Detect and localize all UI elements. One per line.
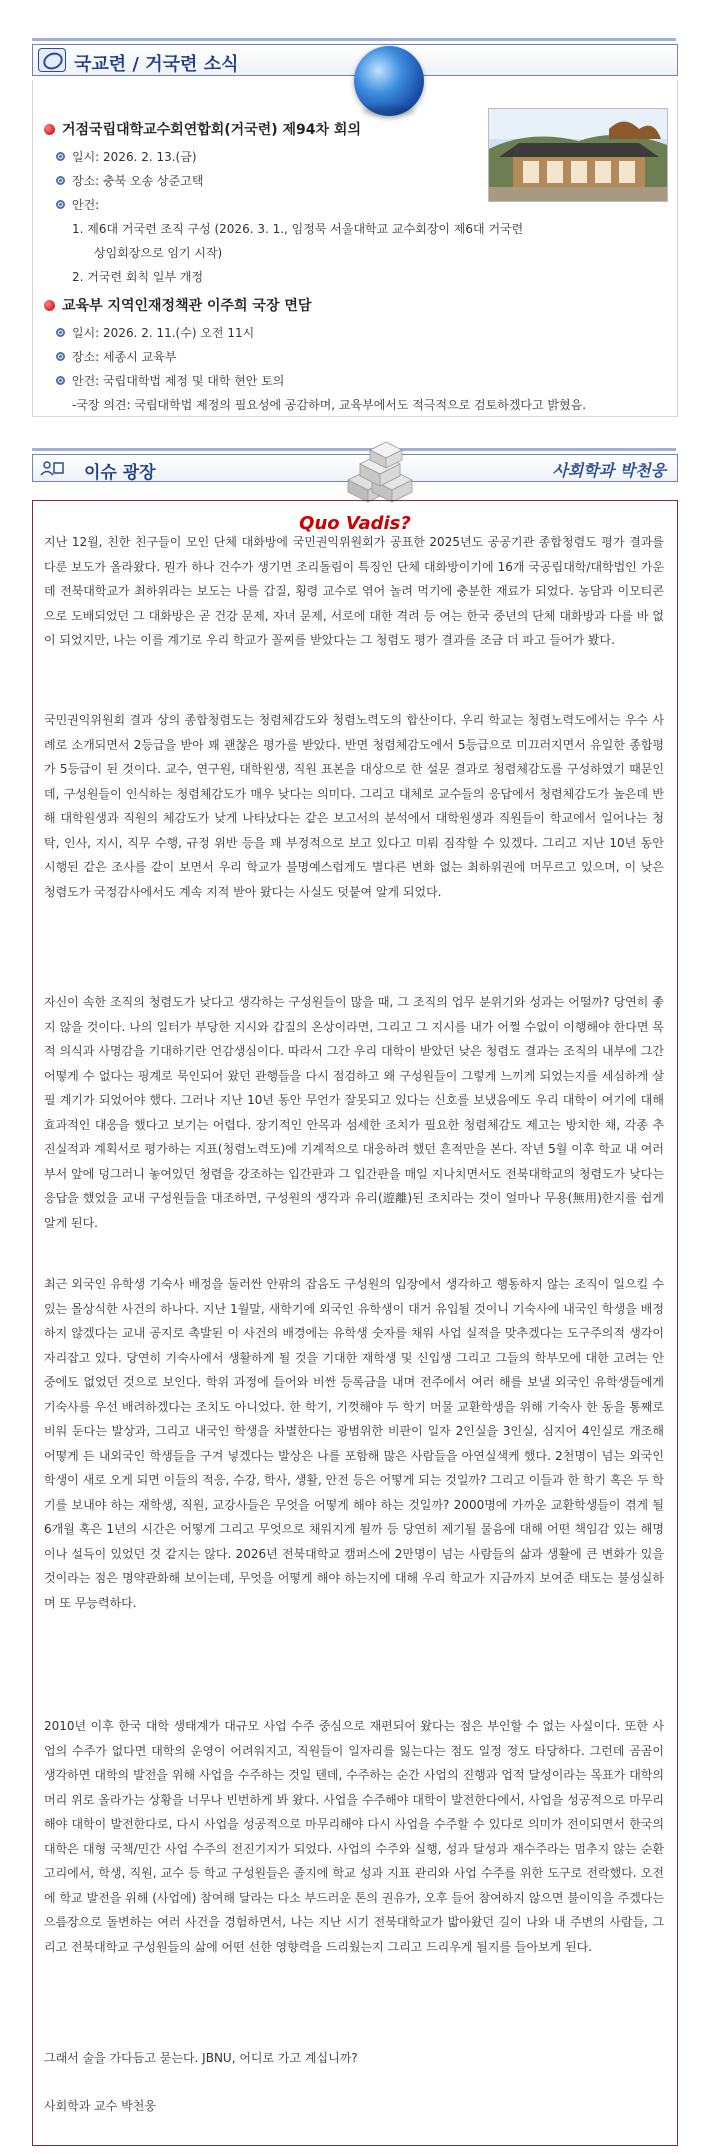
meeting-agenda-item: 2. 거국련 회칙 일부 개정 bbox=[72, 270, 204, 284]
meeting-title: 교육부 지역인재정책관 이주희 국장 면담 bbox=[62, 298, 312, 314]
issue-section-header bbox=[32, 440, 676, 500]
blue-bullet-icon bbox=[56, 200, 65, 209]
news-section-header bbox=[32, 38, 676, 78]
blue-bullet-icon bbox=[56, 352, 65, 361]
blue-bullet-icon bbox=[56, 376, 65, 385]
meeting-date: 일시: 2026. 2. 11.(수) 오전 11시 bbox=[72, 326, 255, 340]
red-bullet-icon bbox=[44, 300, 55, 311]
blue-bullet-icon bbox=[56, 152, 65, 161]
union-logo-icon bbox=[38, 48, 66, 72]
red-bullet-icon bbox=[44, 124, 55, 135]
article-signature: 사회학과 교수 박천웅 bbox=[44, 2099, 156, 2113]
article-headline: Quo Vadis? bbox=[299, 513, 411, 534]
meeting-agenda: 안건: 국립대학법 제정 및 대학 현안 토의 bbox=[72, 374, 285, 388]
meeting-note: -국장 의견: 국립대학법 제정의 필요성에 공감하며, 교육부에서도 적극적으로 검토하겠다고 밝혔음. bbox=[72, 398, 587, 412]
meeting-place: 장소: 충북 오송 상준고택 bbox=[72, 174, 204, 188]
meeting-date: 일시: 2026. 2. 13.(금) bbox=[72, 150, 197, 164]
article-paragraph: 2010년 이후 한국 대학 생태계가 대규모 사업 수주 중심으로 재편되어 왔다는 점은 부인할 수 없는 사실이다. 또한 사업의 수주가 없다면 대학의 운영이 어려워지고, 직원들이 일자리를 잃는다는 점도 일정 정도 타당하다. 그런데 곰곰이 생각하면 대학의 발전을 위해 사업을 수주하는 것일 텐데, 수주하는 순간 사업의 진행과 업적 달성이라는 목표가 대학의 머리 위로 올라가는 상황을 너무나 빈번하게 봐 왔다. 사업을 수주해야 대학이 발전한다에서, 사업을 성공적으로 마무리해야 대학이 발전한다로, 다시 사업을 성공적으로 마무리해야 다시 사업을 수주할 수 있다로 의미가 전이되면서 한국의 대학은 대형 국책/민간 사업 수주의 전진기지가 되었다. 사업의 수주와 실행, 성과 달성과 재수주라는 멈추지 않는 순환 고리에서, 학생, 직원, 교수 등 학교 구성원들은 졸지에 학교 성과 지표 관리와 사업 수주를 위한 도구로 전락했다. 오전에 학교 발전을 위해 (사업에) 참여해 달라는 다소 부드러운 톤의 권유가, 오후 들어 참여하지 않으면 불이익을 주겠다는 으름장으로 돌변하는 여러 사건을 경험하면서, 나는 지난 시기 전북대학교가 밟아왔던 길이 나와 내 주변의 사람들, 그리고 전북대학교 구성원들의 삶에 어떤 선한 영향력을 드리웠는지 그리고 드리우게 될지를 들아보게 된다. bbox=[44, 1719, 664, 1954]
hanok-photo-image bbox=[489, 109, 667, 201]
article-paragraph: 지난 12월, 친한 친구들이 모인 단체 대화방에 국민권익위원회가 공표한 2025년도 공공기관 종합청렴도 평가 결과를 다룬 보도가 올라왔다. 뭔가 하나 건수가 생기면 조리돌림이 특징인 단체 대화방이기에 16개 국공립대학/대학법인 가운데 전북대학교가 최하위라는 보도는 나를 갑질, 횡령 교수로 엮어 놀려 먹기에 충분한 재료가 되었다. 농담과 이모티콘으로 도배되었던 그 대화방은 곧 건강 문제, 자녀 문제, 서로에 대한 격려 등 여는 한국 중년의 단체 대화방과 다를 바 없이 되었지만, 나는 이를 계기로 우리 학교가 꼴찌를 받았다는 그 청렴도 평가 결과를 조금 더 파고 들어가 봤다. bbox=[44, 535, 664, 647]
article-paragraph: 국민권익위원회 결과 상의 종합청렴도는 청렴체감도와 청렴노력도의 합산이다. 우리 학교는 청렴노력도에서는 우수 사례로 소개되면서 2등급을 받아 꽤 괜찮은 평가를 받았다. 반면 청렴체감도에서 5등급으로 미끄러지면서 유일한 종합평가 5등급이 된 것이다. 교수, 연구원, 대학원생, 직원 표본을 대상으로 한 설문 결과로 청렴체감도를 구성하였기 때문인데, 구성원들이 인식하는 청렴체감도가 매우 낮다는 의미다. 그리고 대체로 교수들의 응답에서 청렴체감도가 높은데 반해 대학원생과 직원의 체감도가 낮게 나타났다는 같은 보고서의 분석에서 대학원생과 직원들이 학교에서 일어나는 청탁, 인사, 지시, 직무 수행, 규정 위반 등을 꽤 부정적으로 보고 있다고 미뤄 짐작할 수 있겠다. 그리고 지난 10년 동안 시행된 같은 조사를 같이 보면서 우리 학교가 불명예스럽게도 별다른 변화 없는 최하위권에 머무르고 있으며, 이 낮은 청렴도가 국정감사에서도 계속 지적 받아 왔다는 사실도 덧붙여 알게 되었다. bbox=[44, 713, 664, 899]
hanok-photo bbox=[488, 108, 668, 202]
blue-bullet-icon bbox=[56, 176, 65, 185]
news-section-title: 국교련 / 거국련 소식 bbox=[74, 54, 239, 75]
issue-author: 사회학과 박천웅 bbox=[552, 461, 666, 480]
article-paragraph: 자신이 속한 조직의 청렴도가 낮다고 생각하는 구성원들이 많을 때, 그 조직의 업무 분위기와 성과는 어떨까? 당연히 좋지 않을 것이다. 나의 일터가 부당한 지시와 갑질의 온상이라면, 그리고 그 지시를 내가 어쩔 수없이 이행해야 한다면 목적 의식과 사명감을 기대하기란 언감생심이다. 따라서 그간 우리 대학이 받았던 낮은 청렴도 결과는 조직의 내부에 그간 어떻게 수 없다는 핑계로 묵인되어 왔던 관행들을 다시 점검하고 왜 구성원들이 그렇게 느끼게 되었는지를 세심하게 살필 계기가 되었어야 했다. 그러나 지난 10년 동안 무언가 잘못되고 있다는 신호를 보냈음에도 우리 대학이 여기에 대해 효과적인 대응을 했다고 보기는 어렵다. 장기적인 안목과 섬세한 조치가 필요한 청렴체감도 제고는 방치한 채, 각종 추진실적과 계획서로 평가하는 지표(청렴노력도)에 기계적으로 대응하려 했던 흔적만을 본다. 작년 5월 이후 학교 내 여러 부서 앞에 덩그러니 놓여있던 청렴을 강조하는 입간판과 그 입간판을 매일 지나치면서도 전북대학교의 청렴도가 낮다는 응답을 했었을 교내 구성원들을 대조하면, 구성원의 생각과 유리(遊離)된 조치라는 것이 얼마나 무용(無用)한지를 쉽게 알게 된다. bbox=[44, 995, 664, 1230]
people-icon bbox=[40, 460, 64, 476]
article-closing: 그래서 술을 가다듬고 묻는다. JBNU, 어디로 가고 계십니까? bbox=[44, 2051, 358, 2065]
article-paragraph: 최근 외국인 유학생 기숙사 배정을 둘러싼 안팎의 잡음도 구성원의 입장에서 생각하고 행동하지 않는 조직이 일으킬 수 있는 몰상식한 사건의 하나다. 지난 1월말, 새학기에 외국인 유학생이 대거 유입될 것이니 기숙사에 내국인 학생을 배정하지 않겠다는 교내 공지로 촉발된 이 사건의 배경에는 유학생 숫자를 채워 사업 실적을 맞추겠다는 도구주의적 생각이 자리잡고 있다. 당연히 기숙사에서 생활하게 될 것을 기대한 재학생 및 신입생 그리고 그들의 학부모에 대한 고려는 안중에도 없었던 것으로 보인다. 학위 과정에 들어와 비싼 등록금을 내며 전주에서 여러 해를 보낼 외국인 유학생들에게 기숙사를 우선 배려하겠다는 조치도 아니었다. 한 학기, 기껏해야 두 학기 머물 교환학생을 위해 기숙사 한 동을 통째로 비워 둔다는 발상과, 그리고 내국인 학생을 차별한다는 광범위한 비판이 일자 2인실을 3인실, 심지어 4인실로 개조해 어떻게 든 내외국인 학생들을 구겨 넣겠다는 발상은 나를 포함해 많은 사람들을 아연실색케 했다. 2천명이 넘는 외국인 학생이 새로 오게 되면 이들의 적응, 수강, 학사, 생활, 안전 등은 어떻게 되는 것일까? 그리고 이들과 한 학기 혹은 두 학기를 보내야 하는 재학생, 직원, 교강사들은 무엇을 어떻게 해야 하는 것일까? 2000명에 가까운 교환학생들이 겪게 될 6개월 혹은 1년의 시간은 어떻게 그리고 무엇으로 채워지게 될까 등 당연히 제기될 물음에 대해 어떤 책임감 있는 해명이나 설득이 있었던 것 같지는 않다. 2026년 전북대학교 캠퍼스에 2만명이 넘는 사람들의 삶과 생활에 큰 변화가 있을 것이라는 점은 명약관화해 보이는데, 무엇을 어떻게 해야 하는지에 대해 우리 학교가 지금까지 보여준 태도는 불성실하며 또 무능력하다. bbox=[44, 1277, 664, 1610]
meeting-title: 거점국립대학교수회연합회(거국련) 제94차 회의 bbox=[62, 122, 361, 138]
meeting-place: 장소: 세종시 교육부 bbox=[72, 350, 177, 364]
stacked-cubes-icon bbox=[328, 440, 432, 504]
header-top-rule bbox=[32, 38, 676, 41]
meeting-agenda-item-cont: 상임회장으로 임기 시작) bbox=[94, 246, 223, 260]
meeting-agenda-item: 1. 제6대 거국련 조직 구성 (2026. 3. 1., 임정묵 서울대학교 교수회장이 제6대 거국련 bbox=[72, 222, 524, 236]
blue-bullet-icon bbox=[56, 328, 65, 337]
issue-section-title: 이슈 광장 bbox=[84, 463, 156, 483]
meeting-agenda-label: 안건: bbox=[72, 198, 100, 212]
